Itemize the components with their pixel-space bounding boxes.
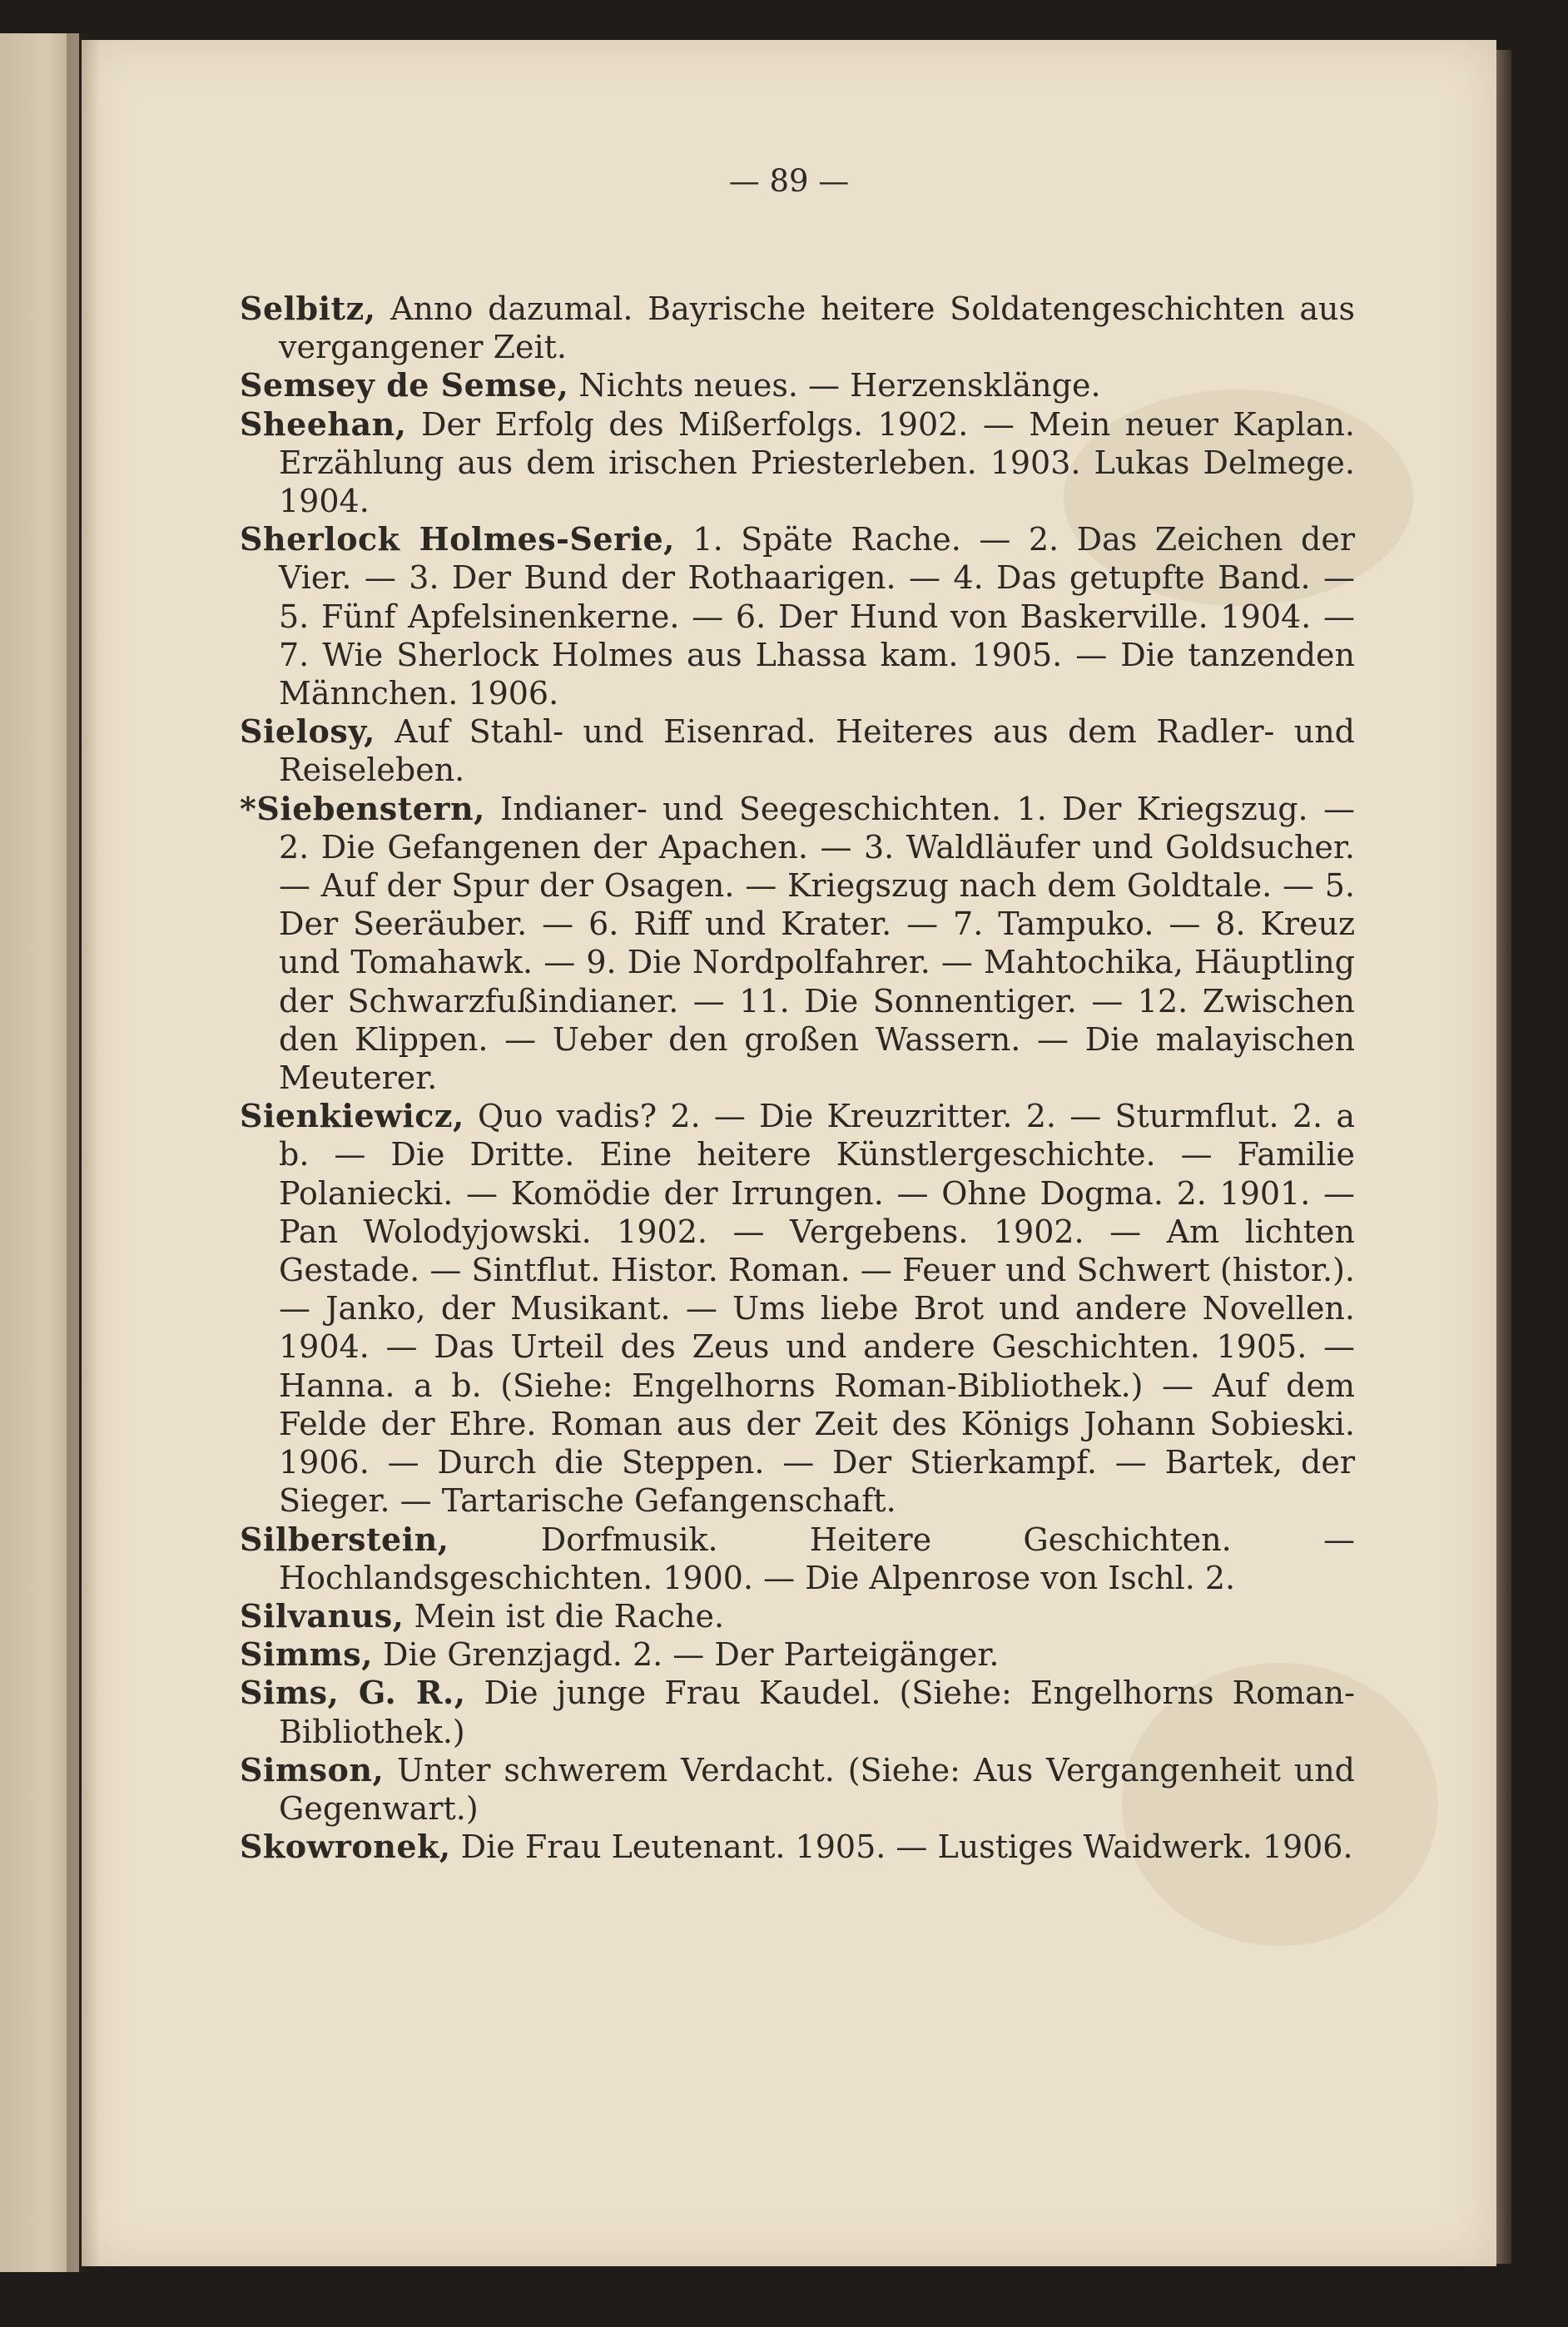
entry-text: Nichts neues. — Herzensklänge. — [568, 367, 1101, 404]
entry-author: *Siebenstern, — [240, 789, 485, 827]
entry-author: Selbitz, — [240, 290, 376, 327]
entry-text: Die Frau Leutenant. 1905. — Lustiges Waidwerk. 1906. — [450, 1828, 1353, 1866]
catalog-entry — [240, 1597, 1355, 1635]
catalog-entry — [240, 712, 1355, 789]
catalog-entry — [240, 1751, 1355, 1828]
entry-text: Mein ist die Rache. — [404, 1597, 725, 1635]
entry-text: Anno dazumal. Bayrische heitere Soldatengeschichten aus vergangener Zeit. — [279, 290, 1355, 366]
catalog-text — [240, 290, 1355, 1866]
catalog-entry — [240, 1635, 1355, 1674]
catalog-entry — [240, 1828, 1355, 1866]
entry-text: Die Grenzjagd. 2. — Der Parteigänger. — [372, 1636, 1000, 1674]
entry-author: Silvanus, — [240, 1596, 404, 1635]
entry-author: Sienkiewicz, — [240, 1097, 464, 1135]
catalog-entry — [240, 405, 1355, 521]
entry-text: Unter schwerem Verdacht. (Siehe: Aus Vergangenheit und Gegenwart.) — [279, 1751, 1355, 1827]
entry-author: Sielosy, — [240, 712, 375, 751]
entry-text: Der Erfolg des Mißerfolgs. 1902. — Mein neuer Kaplan. Erzählung aus dem irischen Priesterleben. 1903. Lukas Delmege. 1904. — [279, 405, 1355, 520]
entry-text: Die junge Frau Kaudel. (Siehe: Engelhorns Roman-Bibliothek.) — [279, 1675, 1355, 1750]
entry-author: Sherlock Holmes-Serie, — [240, 520, 675, 558]
entry-author: Simms, — [240, 1635, 373, 1674]
book-page — [82, 40, 1496, 2266]
entry-text: Indianer- und Seegeschichten. 1. Der Kriegszug. — 2. Die Gefangenen der Apachen. — 3. Waldläufer und Goldsucher. — Auf der Spur der Osagen. — Kriegszug nach dem Goldtale. — 5. Der Seeräuber. — 6. Riff und Krater. — 7. Tampuko. — 8. Kreuz und Tomahawk. — 9. Die Nordpolfahrer. — Mahtochika, Häuptling der Schwarzfußindianer. — 11. Die Sonnentiger. — 12. Zwischen den Klippen. — Ueber den großen Wassern. — Die malayischen Meuterer. — [279, 790, 1355, 1097]
entry-text: Dorfmusik. Heitere Geschichten. — Hochlandsgeschichten. 1900. — Die Alpenrose von Ischl. 2. — [279, 1521, 1355, 1596]
entry-author: Simson, — [240, 1750, 385, 1789]
entry-text: Auf Stahl- und Eisenrad. Heiteres aus dem Radler- und Reiseleben. — [279, 713, 1355, 789]
entry-text: 1. Späte Rache. — 2. Das Zeichen der Vier. — 3. Der Bund der Rothaarigen. — 4. Das getupfte Band. — 5. Fünf Apfelsinenkerne. — 6. Der Hund von Baskerville. 1904. — 7. Wie Sherlock Holmes aus Lhassa kam. 1905. — Die tanzenden Männchen. 1906. — [279, 521, 1355, 712]
catalog-entry — [240, 1674, 1355, 1750]
entry-author: Silberstein, — [240, 1520, 449, 1558]
catalog-entry — [240, 520, 1355, 712]
catalog-entry — [240, 1097, 1355, 1520]
catalog-entry — [240, 366, 1355, 404]
entry-author: Sims, G. R., — [240, 1674, 466, 1712]
entry-text: Quo vadis? 2. — Die Kreuzritter. 2. — Sturmflut. 2. a b. — Die Dritte. Eine heitere Künstlergeschichte. — Familie Polaniecki. — Komödie der Irrungen. — Ohne Dogma. 2. 1901. — Pan Wolodyjowski. 1902. — Vergebens. 1902. — Am lichten Gestade. — Sintflut. Histor. Roman. — Feuer und Schwert (histor.). — Janko, der Musikant. — Ums liebe Brot und andere Novellen. 1904. — Das Urteil des Zeus und andere Geschichten. 1905. — Hanna. a b. (Siehe: Engelhorns Roman-Bibliothek.) — Auf dem Felde der Ehre. Roman aus der Zeit des Königs Johann Sobieski. 1906. — Durch die Steppen. — Der Stierkampf. — Bartek, der Sieger. — Tartarische Gefangenschaft. — [279, 1098, 1355, 1520]
entry-author: Sheehan, — [240, 404, 407, 443]
catalog-entry — [240, 290, 1355, 366]
spine-shadow — [67, 33, 100, 2272]
entry-author: Skowronek, — [240, 1828, 451, 1866]
catalog-entry — [240, 790, 1355, 1098]
right-page-edge — [1496, 50, 1511, 2264]
entry-author: Semsey de Semse, — [240, 366, 569, 404]
page-number: — 89 — — [728, 163, 850, 199]
catalog-entry — [240, 1521, 1355, 1597]
